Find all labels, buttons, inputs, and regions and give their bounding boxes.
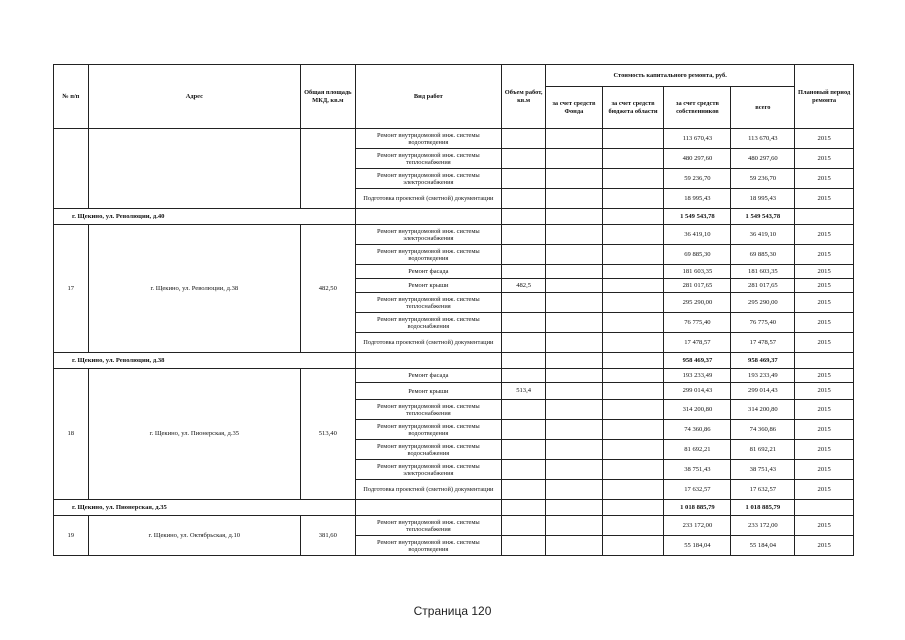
empty-cell bbox=[355, 500, 502, 516]
header-volume: Объем работ, кв.м bbox=[502, 65, 546, 129]
volume-cell: 482,5 bbox=[502, 279, 546, 293]
address-cell: г. Щекино, ул. Революции, д.38 bbox=[88, 225, 301, 353]
volume-cell bbox=[502, 169, 546, 189]
area-cell: 513,40 bbox=[301, 369, 355, 500]
total-cell: 55 184,04 bbox=[731, 536, 795, 556]
num-cell: 18 bbox=[54, 369, 89, 500]
work-cell: Ремонт внутридомовой инж. системы электроснабжения bbox=[355, 460, 502, 480]
total-cell: 17 478,57 bbox=[731, 333, 795, 353]
table-row bbox=[54, 225, 854, 245]
fund-cell bbox=[546, 245, 603, 265]
header-num: № п/п bbox=[54, 65, 89, 129]
subtotal-row bbox=[54, 353, 854, 369]
header-fund: за счет средств Фонда bbox=[546, 87, 603, 129]
area-cell: 482,50 bbox=[301, 225, 355, 353]
volume-cell bbox=[502, 516, 546, 536]
work-cell: Ремонт внутридомовой инж. системы водоснабжения bbox=[355, 440, 502, 460]
owners-cell: 233 172,00 bbox=[664, 516, 731, 536]
total-cell: 295 290,00 bbox=[731, 293, 795, 313]
empty-cell bbox=[795, 500, 854, 516]
work-cell: Подготовка проектной (сметной) документации bbox=[355, 333, 502, 353]
fund-cell bbox=[546, 129, 603, 149]
owners-cell: 36 419,10 bbox=[664, 225, 731, 245]
work-cell: Ремонт внутридомовой инж. системы электроснабжения bbox=[355, 225, 502, 245]
fund-cell bbox=[546, 293, 603, 313]
budget-cell bbox=[602, 333, 664, 353]
work-cell: Подготовка проектной (сметной) документации bbox=[355, 189, 502, 209]
table-row bbox=[54, 129, 854, 149]
subtotal-owners: 958 469,37 bbox=[664, 353, 731, 369]
subtotal-total: 1 018 885,79 bbox=[731, 500, 795, 516]
work-cell: Ремонт внутридомовой инж. системы теплоснабжения bbox=[355, 149, 502, 169]
subtotal-label: г. Щекино, ул. Пионерская, д.35 bbox=[54, 500, 356, 516]
volume-cell bbox=[502, 245, 546, 265]
budget-cell bbox=[602, 149, 664, 169]
subtotal-owners: 1 549 543,78 bbox=[664, 209, 731, 225]
address-cell: г. Щекино, ул. Пионерская, д.35 bbox=[88, 369, 301, 500]
fund-cell bbox=[546, 440, 603, 460]
total-cell: 480 297,60 bbox=[731, 149, 795, 169]
empty-cell bbox=[546, 353, 603, 369]
budget-cell bbox=[602, 279, 664, 293]
total-cell: 193 233,49 bbox=[731, 369, 795, 383]
empty-cell bbox=[355, 353, 502, 369]
fund-cell bbox=[546, 313, 603, 333]
budget-cell bbox=[602, 383, 664, 400]
total-cell: 113 670,43 bbox=[731, 129, 795, 149]
fund-cell bbox=[546, 169, 603, 189]
period-cell: 2015 bbox=[795, 460, 854, 480]
period-cell: 2015 bbox=[795, 149, 854, 169]
owners-cell: 55 184,04 bbox=[664, 536, 731, 556]
work-cell: Ремонт крыши bbox=[355, 279, 502, 293]
header-work: Вид работ bbox=[355, 65, 502, 129]
header-total: всего bbox=[731, 87, 795, 129]
volume-cell bbox=[502, 480, 546, 500]
work-cell: Ремонт внутридомовой инж. системы теплоснабжения bbox=[355, 293, 502, 313]
period-cell: 2015 bbox=[795, 169, 854, 189]
subtotal-owners: 1 018 885,79 bbox=[664, 500, 731, 516]
volume-cell bbox=[502, 333, 546, 353]
volume-cell bbox=[502, 313, 546, 333]
empty-cell bbox=[795, 353, 854, 369]
subtotal-label: г. Щекино, ул. Революции, д.40 bbox=[54, 209, 356, 225]
header-budget: за счет средств бюджета области bbox=[602, 87, 664, 129]
num-cell: 17 bbox=[54, 225, 89, 353]
total-cell: 314 200,80 bbox=[731, 400, 795, 420]
owners-cell: 181 603,35 bbox=[664, 265, 731, 279]
volume-cell bbox=[502, 149, 546, 169]
budget-cell bbox=[602, 536, 664, 556]
budget-cell bbox=[602, 480, 664, 500]
work-cell: Ремонт фасада bbox=[355, 369, 502, 383]
header-owners: за счет средств собственников bbox=[664, 87, 731, 129]
owners-cell: 81 692,21 bbox=[664, 440, 731, 460]
area-cell bbox=[301, 129, 355, 209]
volume-cell bbox=[502, 536, 546, 556]
fund-cell bbox=[546, 516, 603, 536]
page-number: Страница 120 bbox=[413, 604, 492, 618]
subtotal-row bbox=[54, 500, 854, 516]
budget-cell bbox=[602, 225, 664, 245]
empty-cell bbox=[602, 209, 664, 225]
table-row bbox=[54, 369, 854, 383]
volume-cell: 513,4 bbox=[502, 383, 546, 400]
budget-cell bbox=[602, 420, 664, 440]
budget-cell bbox=[602, 129, 664, 149]
total-cell: 74 360,86 bbox=[731, 420, 795, 440]
budget-cell bbox=[602, 460, 664, 480]
budget-cell bbox=[602, 245, 664, 265]
fund-cell bbox=[546, 149, 603, 169]
work-cell: Ремонт внутридомовой инж. системы теплоснабжения bbox=[355, 400, 502, 420]
period-cell: 2015 bbox=[795, 420, 854, 440]
total-cell: 17 632,57 bbox=[731, 480, 795, 500]
owners-cell: 76 775,40 bbox=[664, 313, 731, 333]
period-cell: 2015 bbox=[795, 313, 854, 333]
fund-cell bbox=[546, 536, 603, 556]
work-cell: Подготовка проектной (сметной) документации bbox=[355, 480, 502, 500]
period-cell: 2015 bbox=[795, 536, 854, 556]
total-cell: 81 692,21 bbox=[731, 440, 795, 460]
period-cell: 2015 bbox=[795, 480, 854, 500]
period-cell: 2015 bbox=[795, 189, 854, 209]
header-address: Адрес bbox=[88, 65, 301, 129]
fund-cell bbox=[546, 460, 603, 480]
owners-cell: 18 995,43 bbox=[664, 189, 731, 209]
fund-cell bbox=[546, 265, 603, 279]
volume-cell bbox=[502, 460, 546, 480]
owners-cell: 314 200,80 bbox=[664, 400, 731, 420]
period-cell: 2015 bbox=[795, 279, 854, 293]
subtotal-total: 958 469,37 bbox=[731, 353, 795, 369]
work-cell: Ремонт внутридомовой инж. системы теплоснабжения bbox=[355, 516, 502, 536]
empty-cell bbox=[502, 353, 546, 369]
period-cell: 2015 bbox=[795, 293, 854, 313]
empty-cell bbox=[546, 500, 603, 516]
total-cell: 281 017,65 bbox=[731, 279, 795, 293]
budget-cell bbox=[602, 440, 664, 460]
empty-cell bbox=[502, 209, 546, 225]
empty-cell bbox=[602, 353, 664, 369]
period-cell: 2015 bbox=[795, 265, 854, 279]
total-cell: 59 236,70 bbox=[731, 169, 795, 189]
capital-repair-table bbox=[53, 64, 854, 556]
subtotal-row bbox=[54, 209, 854, 225]
header-cost-group: Стоимость капитального ремонта, руб. bbox=[546, 65, 795, 87]
budget-cell bbox=[602, 189, 664, 209]
work-cell: Ремонт крыши bbox=[355, 383, 502, 400]
period-cell: 2015 bbox=[795, 369, 854, 383]
period-cell: 2015 bbox=[795, 516, 854, 536]
period-cell: 2015 bbox=[795, 383, 854, 400]
work-cell: Ремонт внутридомовой инж. системы водоснабжения bbox=[355, 313, 502, 333]
volume-cell bbox=[502, 129, 546, 149]
owners-cell: 38 751,43 bbox=[664, 460, 731, 480]
address-cell bbox=[88, 129, 301, 209]
empty-cell bbox=[602, 500, 664, 516]
period-cell: 2015 bbox=[795, 400, 854, 420]
budget-cell bbox=[602, 369, 664, 383]
num-cell bbox=[54, 129, 89, 209]
work-cell: Ремонт фасада bbox=[355, 265, 502, 279]
volume-cell bbox=[502, 400, 546, 420]
owners-cell: 74 360,86 bbox=[664, 420, 731, 440]
owners-cell: 281 017,65 bbox=[664, 279, 731, 293]
owners-cell: 59 236,70 bbox=[664, 169, 731, 189]
owners-cell: 17 478,57 bbox=[664, 333, 731, 353]
work-cell: Ремонт внутридомовой инж. системы водоотведения bbox=[355, 129, 502, 149]
budget-cell bbox=[602, 313, 664, 333]
period-cell: 2015 bbox=[795, 245, 854, 265]
work-cell: Ремонт внутридомовой инж. системы водоотведения bbox=[355, 245, 502, 265]
total-cell: 76 775,40 bbox=[731, 313, 795, 333]
budget-cell bbox=[602, 400, 664, 420]
header-area: Общая площадь МКД, кв.м bbox=[301, 65, 355, 129]
fund-cell bbox=[546, 225, 603, 245]
fund-cell bbox=[546, 400, 603, 420]
volume-cell bbox=[502, 420, 546, 440]
period-cell: 2015 bbox=[795, 225, 854, 245]
budget-cell bbox=[602, 265, 664, 279]
period-cell: 2015 bbox=[795, 333, 854, 353]
fund-cell bbox=[546, 279, 603, 293]
volume-cell bbox=[502, 265, 546, 279]
num-cell: 19 bbox=[54, 516, 89, 556]
fund-cell bbox=[546, 189, 603, 209]
volume-cell bbox=[502, 369, 546, 383]
total-cell: 181 603,35 bbox=[731, 265, 795, 279]
subtotal-total: 1 549 543,78 bbox=[731, 209, 795, 225]
fund-cell bbox=[546, 480, 603, 500]
owners-cell: 193 233,49 bbox=[664, 369, 731, 383]
volume-cell bbox=[502, 293, 546, 313]
empty-cell bbox=[502, 500, 546, 516]
volume-cell bbox=[502, 225, 546, 245]
owners-cell: 69 885,30 bbox=[664, 245, 731, 265]
period-cell: 2015 bbox=[795, 440, 854, 460]
header-period: Плановый период ремонта bbox=[795, 65, 854, 129]
budget-cell bbox=[602, 293, 664, 313]
owners-cell: 295 290,00 bbox=[664, 293, 731, 313]
volume-cell bbox=[502, 189, 546, 209]
area-cell: 381,60 bbox=[301, 516, 355, 556]
table-row bbox=[54, 516, 854, 536]
total-cell: 299 014,43 bbox=[731, 383, 795, 400]
total-cell: 18 995,43 bbox=[731, 189, 795, 209]
volume-cell bbox=[502, 440, 546, 460]
work-cell: Ремонт внутридомовой инж. системы водоотведения bbox=[355, 420, 502, 440]
empty-cell bbox=[546, 209, 603, 225]
fund-cell bbox=[546, 333, 603, 353]
total-cell: 38 751,43 bbox=[731, 460, 795, 480]
owners-cell: 17 632,57 bbox=[664, 480, 731, 500]
work-cell: Ремонт внутридомовой инж. системы водоотведения bbox=[355, 536, 502, 556]
fund-cell bbox=[546, 383, 603, 400]
owners-cell: 299 014,43 bbox=[664, 383, 731, 400]
period-cell: 2015 bbox=[795, 129, 854, 149]
address-cell: г. Щекино, ул. Октябрьская, д.10 bbox=[88, 516, 301, 556]
empty-cell bbox=[795, 209, 854, 225]
owners-cell: 480 297,60 bbox=[664, 149, 731, 169]
fund-cell bbox=[546, 369, 603, 383]
budget-cell bbox=[602, 169, 664, 189]
total-cell: 36 419,10 bbox=[731, 225, 795, 245]
subtotal-label: г. Щекино, ул. Революции, д.38 bbox=[54, 353, 356, 369]
total-cell: 233 172,00 bbox=[731, 516, 795, 536]
owners-cell: 113 670,43 bbox=[664, 129, 731, 149]
fund-cell bbox=[546, 420, 603, 440]
budget-cell bbox=[602, 516, 664, 536]
empty-cell bbox=[355, 209, 502, 225]
work-cell: Ремонт внутридомовой инж. системы электроснабжения bbox=[355, 169, 502, 189]
total-cell: 69 885,30 bbox=[731, 245, 795, 265]
